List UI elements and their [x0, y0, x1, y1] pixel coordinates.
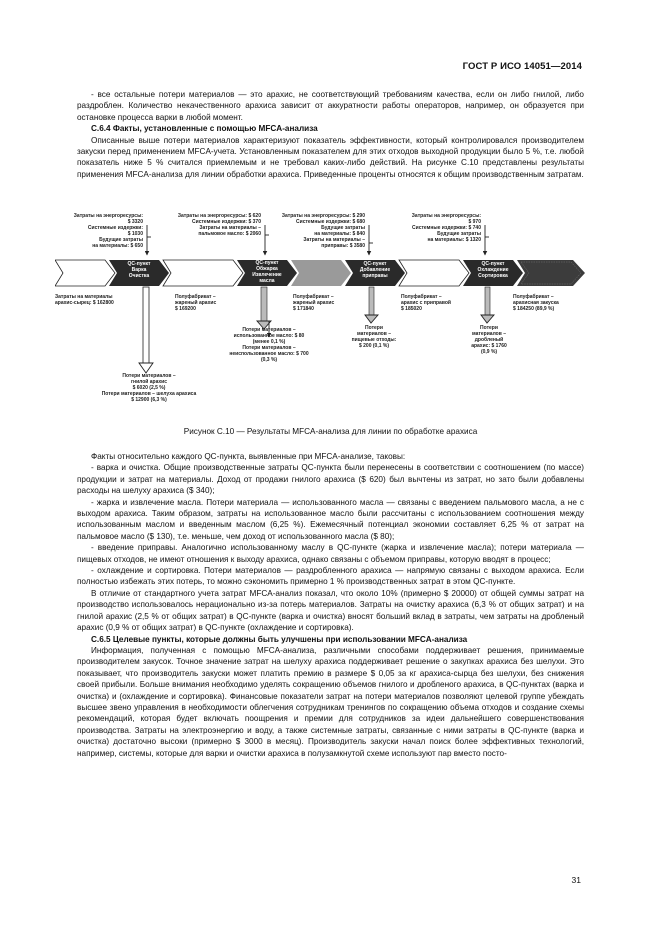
chevron-seasoned — [399, 260, 469, 286]
input-label-3: Затраты на энергоресурсы: $ 290 Системные издержки: $ 680 Будущие затраты на материалы: $ 840 Затраты на материалы – приправы: $ 3580 — [281, 213, 365, 249]
product-label-2: Полуфабрикат – жареный арахис $ 171840 — [293, 294, 335, 312]
input-label-2: Затраты на энергоресурсы: $ 620 Системные издержки: $ 370 Затраты на материалы – пальмовое масло: $ 2060 — [177, 213, 261, 237]
input-label-4: Затраты на энергоресурсы: $ 970 Системные издержки: $ 740 Будущие затраты на материалы: $ 1320 — [411, 213, 481, 243]
section-c64-heading: С.6.4 Факты, установленные с помощью MFCA-анализа — [91, 124, 318, 134]
loss-label-4: Потери материалов – дробленый арахис: $ 1760 (0,9 %) — [471, 325, 507, 355]
product-label-4: Полуфабрикат – арахисная закуска $ 184250 (89,9 %) — [513, 294, 559, 312]
facts-summary: В отличие от стандартного учета затрат MFCA-анализ показал, что около 10% (примерно $ 20000) от общей суммы затрат на производство использовалось нерационально из-за потерь материалов. Затраты на очистку арахиса (6,3 % от общих затрат) и на гнилой арахис (2,5 % от общих затрат) в QC-пункте (варка и очистка) вносят больший вклад в затраты, чем затраты на дробленый арахис (0,9 % от общих затрат) в QC-пункте (охлаждение и сортировка). — [77, 588, 584, 633]
chevron-raw — [55, 260, 115, 286]
loss-label-1: Потери материалов – гнилой арахис $ 6020 (2,5 %) Потери материалов – шелуха арахиса $ 12900 (6,3 %) — [101, 373, 197, 403]
loss-label-3: Потери материалов – пищевые отходы: $ 200 (0,1 %) — [351, 325, 397, 349]
qc-point-2: QC-пункт Обжарка Извлечение масла — [252, 260, 282, 284]
mfca-flow-diagram — [55, 213, 595, 418]
qc-point-1: QC-пункт Варка Очистка — [127, 261, 151, 279]
section-c64-paragraph: Описанные выше потери материалов характеризуют показатель эффективности, который контролировался производителем закуски перед применением MFCA-учета. Установленным показателем для этих отходов выходной продукции было 5 %, т.е. любой показатель ниже 5 % считался приемлемым и не требовал каких-либо действий. На рисунке С.10 представлены результаты применения MFCA-анализа для линии обработки арахиса. Приведенные проценты относятся к общим производственным затратам. — [77, 135, 584, 179]
section-c65-heading: С.6.5 Целевые пункты, которые должны быть улучшены при использовании MFCA-анализа — [91, 634, 468, 644]
loss-label-2: Потери материалов – использованное масло: $ 80 (менее 0,1 %) Потери материалов – неиспользованное масло: $ 700 (0,3 %) — [229, 327, 309, 363]
page-number: 31 — [571, 875, 581, 885]
text-block-bottom — [77, 451, 584, 759]
product-label-3: Полуфабрикат – арахис с приправой $ 185020 — [401, 294, 451, 312]
figure-caption: Рисунок С.10 — Результаты MFCA-анализа для линии по обработке арахиса — [183, 427, 478, 436]
facts-item-4: - охлаждение и сортировка. Потери материалов — раздробленного арахиса — напрямую связаны с выходом арахиса. Если полностью избежать этих потерь, то можно сэкономить примерно 1 % производственных затрат в этом QC-пункте. — [77, 566, 584, 587]
qc-point-4: QC-пункт Охлаждение Сортировка — [477, 261, 509, 279]
facts-item-1: - варка и очистка. Общие производственные затраты QC-пункта были перенесены в соответствии с соотношением (по массе) продукции и затрат на материалы. Доход от продажи гнилого арахиса ($ 620) был вычтены из затрат, но зато были добавлены расходы на шелуху арахиса ($ 340); — [77, 463, 584, 496]
text-block-top — [77, 89, 584, 180]
intro-paragraph: - все остальные потери материалов — это арахис, не соответствующий требованиям качества, если он либо гнилой, либо раздроблен. Количество некачественного арахиса зависит от аккуратности работы операторов, например, он образуется при остановке процесса варки в любой момент. — [77, 90, 584, 122]
input-label-1: Затраты на энергоресурсы: $ 3320 Системные издержки: $ 1030 Будущие затраты на материалы: $ 650 — [73, 213, 143, 249]
chevron-fried2 — [291, 260, 351, 286]
chevron-final — [517, 260, 585, 286]
facts-item-3: - введение приправы. Аналогично использованному маслу в QC-пункте (жарка и извлечение масла); потери материала — пищевых отходов, не имеют отношения к выходу арахиса, однако связаны с объемом приправы, которую вводят в процесс; — [77, 543, 584, 564]
qc-point-3: QC-пункт Добавление приправы — [359, 261, 391, 279]
product-label-1: Полуфабрикат – жареный арахис $ 169200 — [175, 294, 217, 312]
section-c65-paragraph: Информация, полученная с помощью MFCA-анализа, различными способами поддерживает решения, принимаемые производителем закусок. Точное значение затрат на шелуху арахиса поддерживает решение о закупках арахиса без шелухи. Это показывает, что производитель закуски может платить премию в размере $ 0,05 за кг арахиса-сырца без шелухи, без снижения своей прибыли. Больше внимания необходимо уделять сокращению объемов гнилого и дробленого арахиса, в QC-пунктах (варка и очистка) и (охлаждение и сортировка). Финансовые показатели затрат на потери материалов позволяют целевой группе убеждать высшее звено управления в необходимости облегчения сотрудникам тренингов по сокращению объема отходов и создание схемы рекомендаций, которая будет включать поощрения и премии для сотрудников за идеи дальнейшего совершенствования производства. Затраты на электроэнергию и воду, а также системные затраты, связанные с ними затраты в QC-пункте (варка и очистка) достаточно высоки (примерно $ 3000 в месяц). Производитель закуски начал поиск более эффективных технологий, например, системы, которые для варки и очистки арахиса в полузамкнутой схеме используют пар вместо посто- — [77, 645, 584, 758]
raw-input-label: Затраты на материалы арахис-сырец: $ 162800 — [55, 294, 114, 306]
chevron-fried1 — [163, 260, 243, 286]
facts-lead: Факты относительно каждого QC-пункта, выявленные при MFCA-анализе, таковы: — [91, 452, 406, 461]
document-header: ГОСТ Р ИСО 14051—2014 — [462, 61, 582, 72]
facts-item-2: - жарка и извлечение масла. Потери материала — использованного масла — связаны с введением пальмового масла, а не с выходом арахиса. Таким образом, затраты на использованное масло были рассчитаны с использованием соотношения между использованным маслом и введенным маслом (6,25 %). Ежемесячный потенциал экономии составляет 6,25 % от затрат на пальмовое масло ($ 130), т.е. меньше, чем доход от использованного масла ($ 80); — [77, 497, 584, 541]
